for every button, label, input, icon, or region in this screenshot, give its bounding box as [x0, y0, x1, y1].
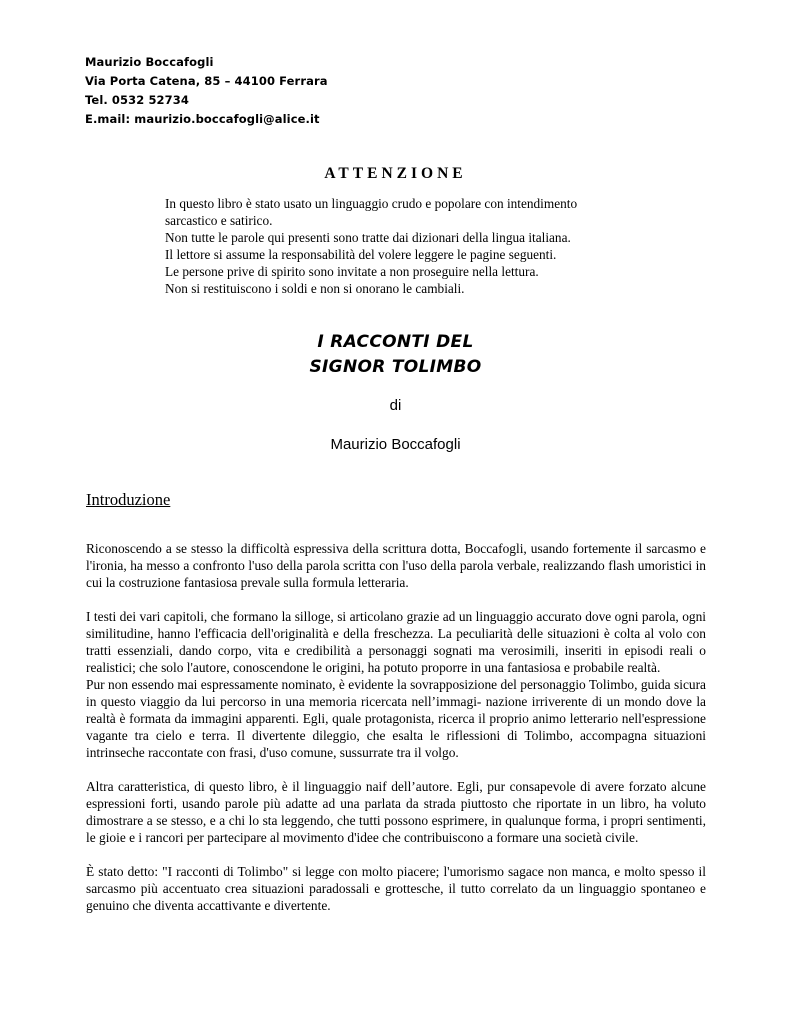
- section-heading: Introduzione: [86, 490, 171, 509]
- sender-address: Via Porta Catena, 85 – 44100 Ferrara: [85, 74, 328, 88]
- sender-phone: Tel. 0532 52734: [85, 93, 189, 107]
- book-title-line: I RACCONTI DEL: [317, 332, 474, 352]
- paragraph: È stato detto: "I racconti di Tolimbo" si legge con molto piacere; l'umorismo sagace non manca, e molto spesso il sarcasmo più accentuato crea situazioni paradossali e grottesche, il tutto correlato da un linguaggio spontaneo e genuino che diventa accattivante e divertente.: [86, 864, 706, 913]
- attention-line: Il lettore si assume la responsabilità del volere leggere le pagine seguenti.: [165, 247, 557, 262]
- sender-block: [85, 53, 328, 129]
- by-label: di: [389, 397, 402, 414]
- attention-title: ATTENZIONE: [324, 165, 467, 182]
- attention-line: sarcastico e satirico.: [165, 213, 273, 228]
- attention-line: Le persone prive di spirito sono invitate a non proseguire nella lettura.: [165, 264, 539, 279]
- attention-line: Non tutte le parole qui presenti sono tratte dai dizionari della lingua italiana.: [165, 230, 571, 245]
- introduction-body: [86, 540, 706, 931]
- attention-line: In questo libro è stato usato un linguaggio crudo e popolare con intendimento: [165, 196, 578, 211]
- book-title: [0, 330, 791, 380]
- book-title-line: SIGNOR TOLIMBO: [309, 357, 482, 377]
- paragraph: Pur non essendo mai espressamente nominato, è evidente la sovrapposizione del personaggio Tolimbo, guida sicura in questo viaggio da lui percorso in una memoria ricercata nell’immagi- nazione irriverente di un mondo dove la realtà è formata da immagini apparenti. Egli, quale protagonista, ricerca il proprio animo letterario nell'espressione vagante tra cielo e terra. Il divertente dileggio, che esalta le riflessioni di Tolimbo, accompagna situazioni intrinseche raccontate con frasi, d'uso comune, sussurrate tra il volgo.: [86, 677, 706, 760]
- attention-line: Non si restituiscono i soldi e non si onorano le cambiali.: [165, 281, 465, 296]
- attention-notice: [165, 195, 645, 297]
- paragraph: I testi dei vari capitoli, che formano la silloge, si articolano grazie ad un linguaggio accurato dove ogni parola, ogni similitudine, hanno l'efficacia dell'originalità e della freschezza. La peculiarità delle situazioni è colta al volo con tratti essenziali, dando corpo, vita e credibilità a personaggi sognati ma verosimili, inseriti in episodi reali o realistici; che solo l'autore, conoscendone le origini, ha potuto proporre in una fantasiosa e probabile realtà.: [86, 609, 706, 675]
- sender-name: Maurizio Boccafogli: [85, 55, 214, 69]
- sender-email: E.mail: maurizio.boccafogli@alice.it: [85, 112, 320, 126]
- paragraph: Altra caratteristica, di questo libro, è il linguaggio naif dell’autore. Egli, pur consapevole di avere forzato alcune espressioni forti, usando parole più adatte ad una parlata da strada piuttosto che riportate in un libro, ha voluto dimostrare a se stesso, e a chi lo sta leggendo, che tutti possono esprimere, in qualunque forma, i propri sentimenti, le gioie e i rancori per partecipare al movimento d'idee che contribuiscono a formare una società civile.: [86, 779, 706, 845]
- author-name: Maurizio Boccafogli: [330, 436, 461, 453]
- paragraph: Riconoscendo a se stesso la difficoltà espressiva della scrittura dotta, Boccafogli, usando fortemente il sarcasmo e l'ironia, ha messo a confronto l'uso della parola scritta con l'uso della parola verbale, realizzando flash umoristici in cui la costruzione fantasiosa prevale sulla formula letteraria.: [86, 541, 706, 590]
